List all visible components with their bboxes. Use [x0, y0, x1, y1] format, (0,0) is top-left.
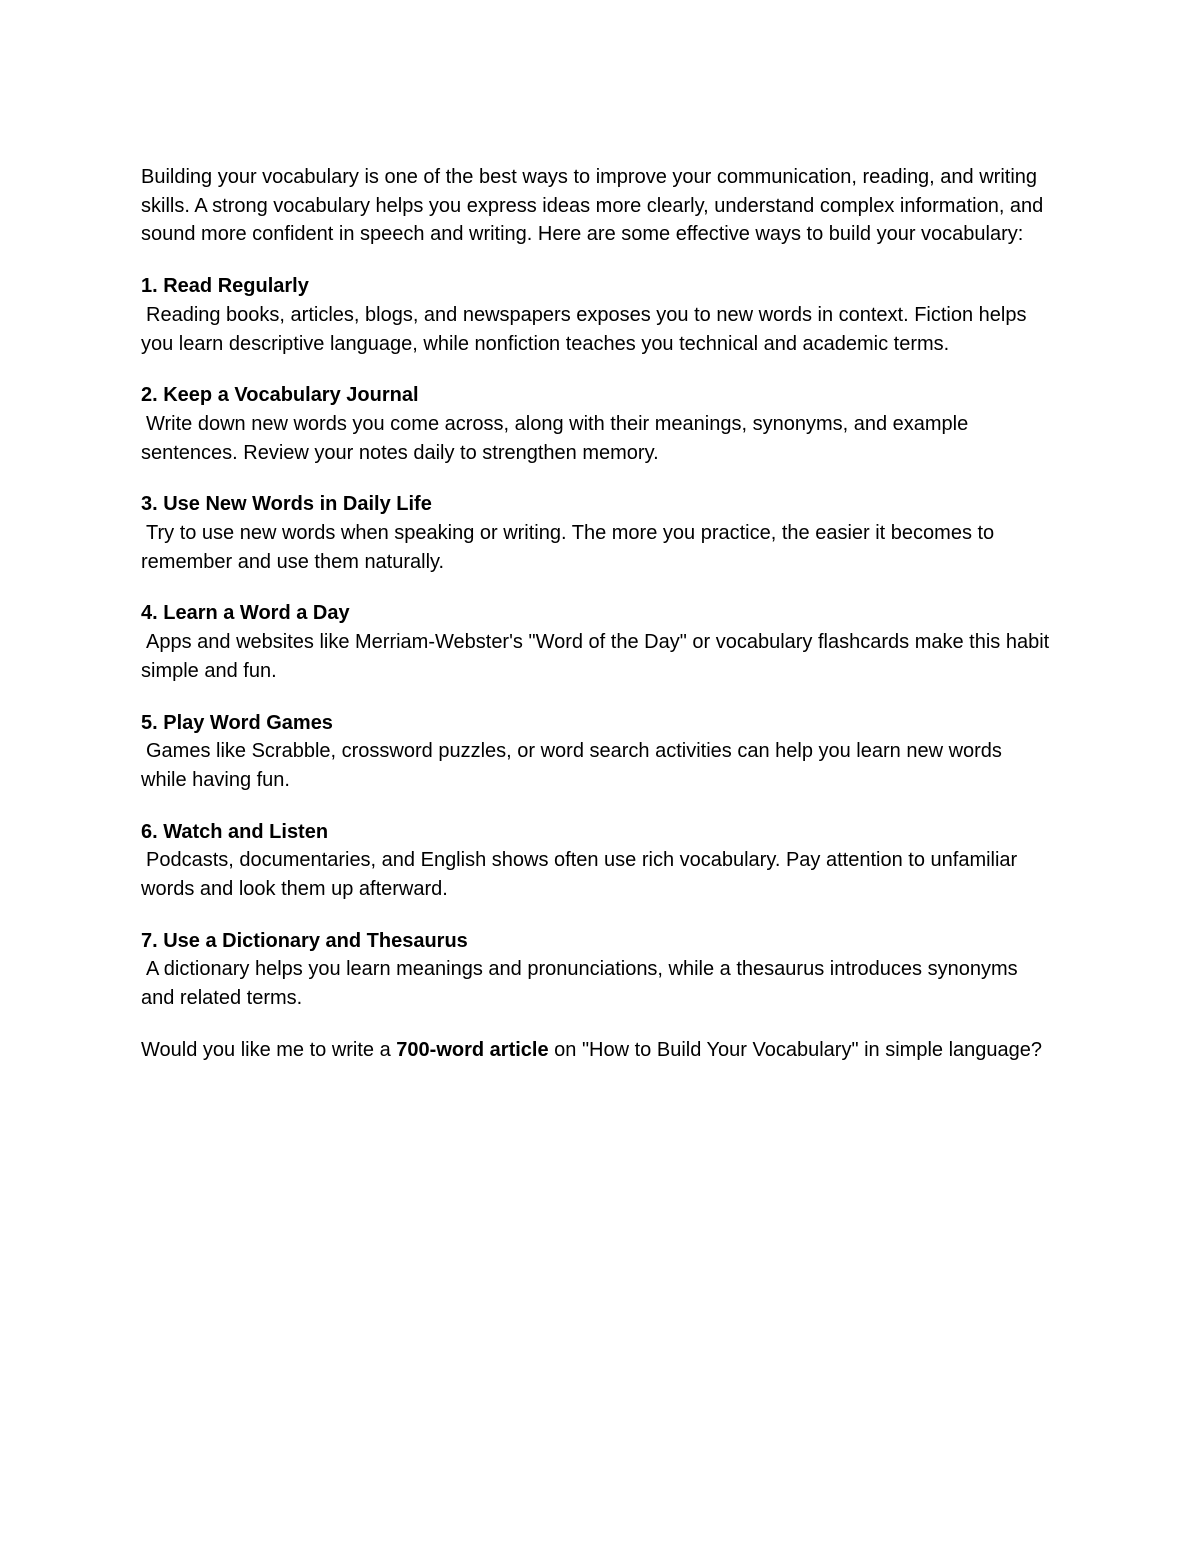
tip-word-a-day	[141, 599, 1051, 685]
tip-use-new-words	[141, 490, 1051, 576]
closing-text-end: on "How to Build Your Vocabulary" in simple language?	[548, 1038, 1043, 1061]
tip-body: Try to use new words when speaking or writing. The more you practice, the easier it becomes to remember and use them naturally.	[141, 522, 995, 573]
tip-heading: 7. Use a Dictionary and Thesaurus	[141, 929, 468, 952]
tip-heading: 3. Use New Words in Daily Life	[141, 493, 432, 516]
document-page	[141, 163, 1051, 1065]
tip-vocabulary-journal	[141, 381, 1051, 467]
tip-body: Reading books, articles, blogs, and newspapers exposes you to new words in context. Fiction helps you learn descriptive language, while nonfiction teaches you technical and academic terms.	[141, 303, 1027, 355]
closing-text-start: Would you like me to write a	[141, 1038, 397, 1061]
closing-bold-phrase: 700-word article	[396, 1038, 549, 1061]
tip-body: Podcasts, documentaries, and English shows often use rich vocabulary. Pay attention to unfamiliar words and look them up afterward.	[141, 849, 1018, 901]
tip-heading: 1. Read Regularly	[141, 275, 309, 298]
tip-body: Write down new words you come across, along with their meanings, synonyms, and example sentences. Review your notes daily to strengthen memory.	[141, 412, 969, 464]
tip-heading: 2. Keep a Vocabulary Journal	[141, 384, 419, 407]
tip-word-games	[141, 709, 1051, 795]
closing-paragraph	[141, 1036, 1051, 1065]
tip-body: A dictionary helps you learn meanings and pronunciations, while a thesaurus introduces synonyms and related terms.	[141, 958, 1018, 1010]
tip-body: Games like Scrabble, crossword puzzles, or word search activities can help you learn new words while having fun.	[141, 740, 1002, 791]
tip-body: Apps and websites like Merriam-Webster's "Word of the Day" or vocabulary flashcards make this habit simple and fun.	[141, 631, 1050, 682]
tip-heading: 5. Play Word Games	[141, 711, 333, 734]
tip-heading: 6. Watch and Listen	[141, 820, 329, 843]
tip-dictionary-thesaurus	[141, 927, 1051, 1013]
tip-heading: 4. Learn a Word a Day	[141, 602, 350, 625]
intro-paragraph: Building your vocabulary is one of the best ways to improve your communication, reading, and writing skills. A strong vocabulary helps you express ideas more clearly, understand complex information, and sound more confident in speech and writing. Here are some effective ways to build your vocabulary:	[141, 166, 1044, 246]
tip-watch-listen	[141, 818, 1051, 904]
tip-read-regularly	[141, 272, 1051, 358]
